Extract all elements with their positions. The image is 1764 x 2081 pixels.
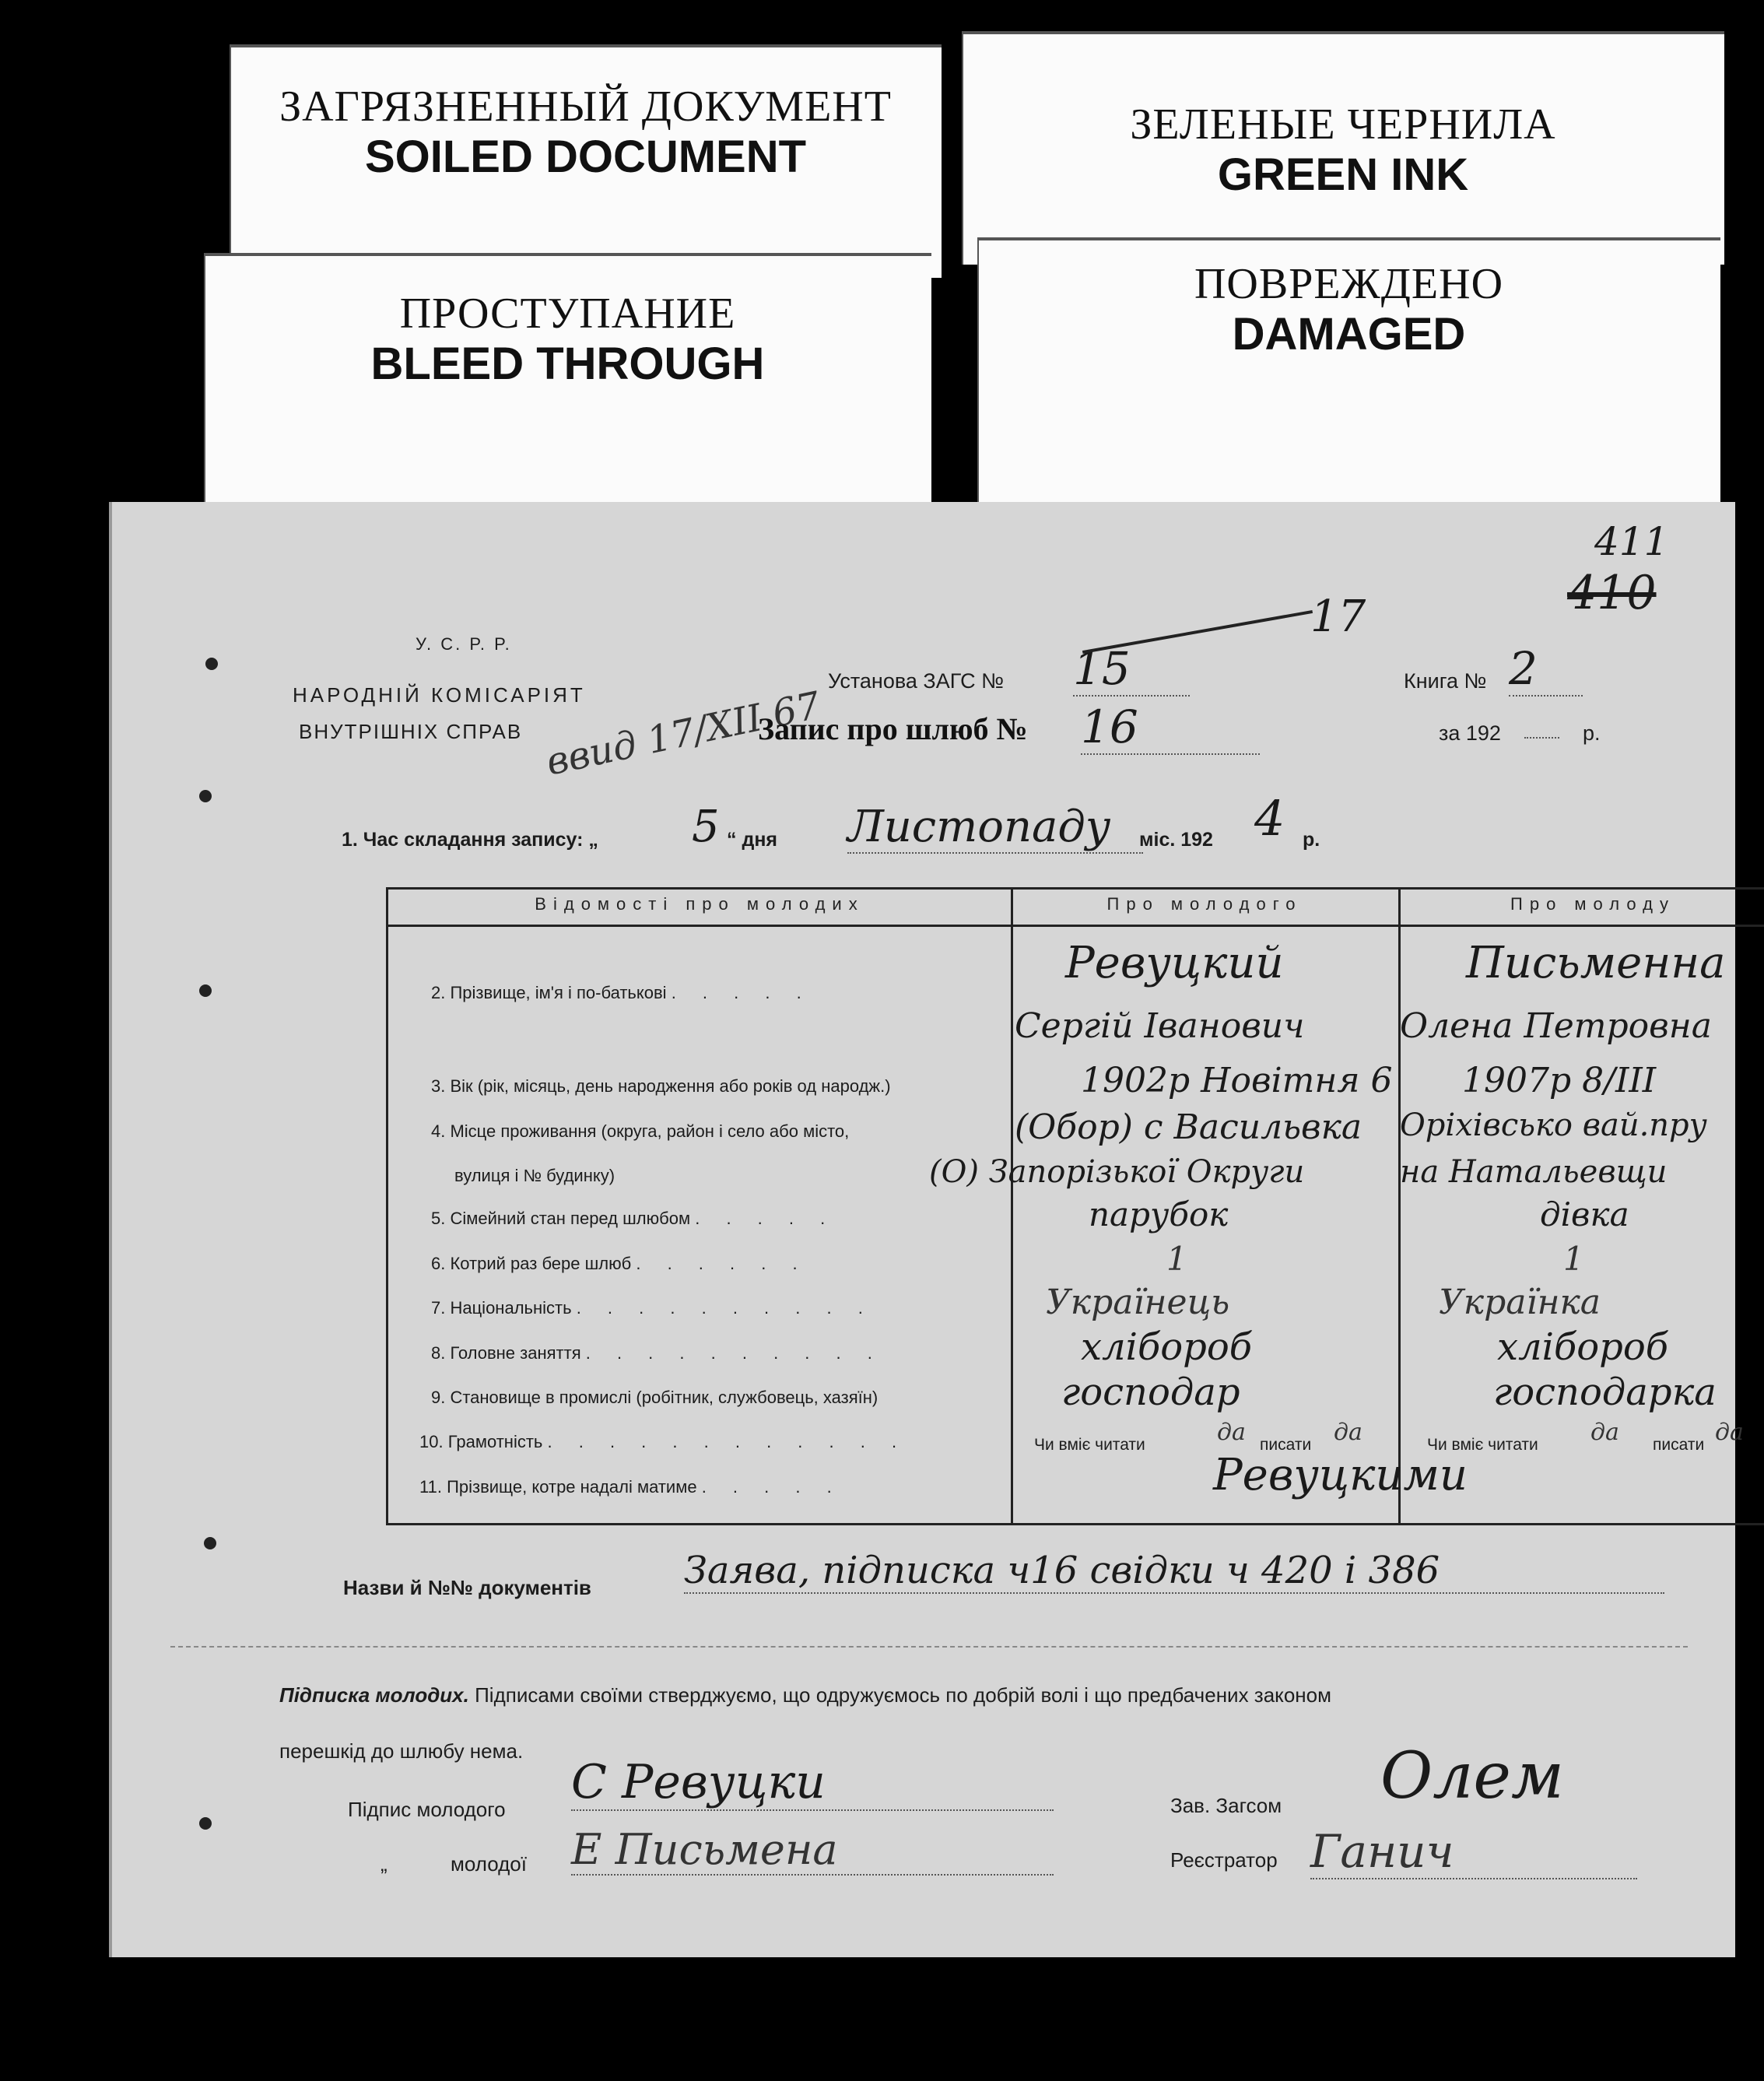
groom-age: 1902р Новітня 6 (1081, 1061, 1393, 1100)
groom-literacy-read-label: Чи вміє читати (1034, 1436, 1145, 1454)
groom-times: 1 (1166, 1240, 1187, 1278)
declaration-lead: Підписка молодих. (279, 1683, 469, 1707)
groom-name: Сергій Іванович (1015, 1006, 1305, 1046)
groom-literacy-write: да (1334, 1419, 1362, 1446)
table-header-line (388, 925, 1764, 927)
label-damaged (977, 237, 1720, 510)
page-number: 411 (1594, 519, 1669, 564)
groom-position: господар (1061, 1370, 1240, 1414)
head-signature: Олем (1380, 1739, 1564, 1813)
row1-day-label: “ дня (727, 829, 778, 851)
groom-signature-label: Підпис молодого (348, 1798, 506, 1821)
table-row-label: вулиця і № будинку) (454, 1166, 615, 1185)
punch-hole (204, 1537, 216, 1549)
punch-hole (205, 658, 218, 670)
bride-signature-prefix: „ (381, 1852, 388, 1876)
label-green-ru: ЗЕЛЕНЫЕ ЧЕРНИЛА (1130, 100, 1556, 149)
bride-literacy-read-label: Чи вміє читати (1427, 1436, 1538, 1454)
head-label: Зав. Загсом (1170, 1794, 1282, 1817)
republic-label: У. С. Р. Р. (416, 634, 512, 654)
table-row-label: 2. Прізвище, ім'я і по-батькові . . . . . (431, 983, 812, 1002)
documents-value: Заява, підписка ч16 свідки ч 420 і 386 (684, 1549, 1664, 1594)
groom-residence-2: (О) Запорізької Округи (929, 1154, 1305, 1190)
book-label: Книга № (1404, 669, 1487, 693)
groom-literacy-write-label: писати (1260, 1436, 1312, 1454)
row1-suffix: р. (1303, 829, 1320, 851)
punch-hole (199, 1817, 212, 1830)
label-bleed-en: BLEED THROUGH (370, 338, 765, 389)
punch-hole (199, 790, 212, 802)
label-soiled-document (230, 44, 942, 278)
groom-marital: парубок (1089, 1195, 1229, 1234)
declaration-line1: Підписка молодих. Підписами своїми стверджуємо, що одружуємось по добрій волі і що предбачених законом (279, 1683, 1331, 1707)
bride-position: господарка (1493, 1370, 1717, 1414)
bride-nationality: Українка (1439, 1283, 1601, 1322)
bride-marital: дівка (1540, 1195, 1629, 1234)
bride-signature-label: молодої (451, 1852, 527, 1876)
documents-label: Назви й №№ документів (343, 1576, 591, 1599)
label-green-ink (962, 31, 1724, 265)
label-bleed-through (204, 253, 931, 510)
year-label: за 192 (1439, 721, 1501, 745)
bride-times: 1 (1563, 1240, 1584, 1278)
internal-affairs-label: ВНУТРІШНІХ СПРАВ (299, 720, 523, 743)
record-number: 16 (1081, 700, 1260, 755)
bride-signature: Е Письмена (571, 1825, 1054, 1876)
book-number: 2 (1509, 642, 1583, 697)
year-blank (1524, 737, 1559, 739)
table-row-label: 11. Прізвище, котре надалі матиме . . . . . (419, 1477, 843, 1497)
row1-month-label: міс. 192 (1139, 829, 1213, 851)
row1-month: Листопаду (847, 802, 1143, 854)
registrar-label: Реєстратор (1170, 1848, 1278, 1872)
table-row-label: 8. Головне заняття . . . . . . . . . . (431, 1343, 883, 1363)
table-column-divider (1398, 890, 1401, 1523)
label-green-en: GREEN INK (1217, 149, 1469, 200)
record-title: Запис про шлюб № (758, 711, 1028, 746)
table-header-groom: Про молодого (1106, 894, 1303, 914)
label-damaged-en: DAMAGED (1232, 308, 1466, 360)
registrar-signature: Ганич (1310, 1825, 1637, 1879)
bride-literacy-write-label: писати (1653, 1436, 1705, 1454)
groom-signature: С Ревуцки (571, 1755, 1054, 1811)
punch-hole (199, 984, 212, 997)
table-row-label: 9. Становище в промислі (робітник, службовець, хазяїн) (431, 1388, 878, 1407)
bride-occupation: хлібороб (1497, 1325, 1669, 1369)
table-row-label: 10. Грамотність . . . . . . . . . . . . (419, 1432, 908, 1451)
bride-literacy-read: да (1590, 1419, 1619, 1446)
bride-literacy-write: да (1715, 1419, 1744, 1446)
groom-surname: Ревуцкий (1065, 938, 1284, 988)
bride-residence-2: на Натальевщи (1400, 1154, 1668, 1190)
zags-label: Установа ЗАГС № (828, 669, 1005, 693)
section-divider (170, 1646, 1688, 1648)
bride-age: 1907р 8/III (1462, 1061, 1657, 1100)
label-soiled-en: SOILED DOCUMENT (364, 131, 807, 182)
table-header-info: Відомості про молодих (535, 894, 864, 914)
zags-number: 15 (1073, 642, 1190, 697)
table-row-label: 5. Сімейний стан перед шлюбом . . . . . (431, 1209, 836, 1228)
table-row-label: 6. Котрий раз бере шлюб . . . . . . (431, 1254, 808, 1273)
declaration-line2: перешкід до шлюбу нема. (279, 1739, 524, 1763)
marriage-record-sheet (109, 502, 1744, 1957)
margin-note: ввид 17/XII 67 (542, 683, 825, 784)
strike-line (1082, 610, 1313, 654)
label-bleed-ru: ПРОСТУПАНИЕ (399, 290, 736, 338)
commissariat-label: НАРОДНІЙ КОМІСАРІЯТ (293, 683, 586, 707)
table-row-label: 7. Національність . . . . . . . . . . (431, 1298, 874, 1318)
row1-year-digit: 4 (1254, 790, 1285, 847)
bride-name: Олена Петровна (1400, 1006, 1712, 1046)
groom-literacy-read: да (1217, 1419, 1246, 1446)
groom-residence: (Обор) с Васильвка (1015, 1107, 1362, 1147)
table-header-bride: Про молоду (1510, 894, 1675, 914)
groom-occupation: хлібороб (1081, 1325, 1253, 1369)
bride-surname: Письменна (1466, 938, 1726, 988)
table-column-divider (1011, 890, 1013, 1523)
table-row-label: 4. Місце проживання (округа, район і село або місто, (431, 1121, 850, 1141)
year-suffix: р. (1583, 721, 1601, 745)
table-row-label: 3. Вік (рік, місяць, день народження або років од народж.) (431, 1076, 891, 1096)
zags-number-alt: 17 (1310, 591, 1366, 642)
label-damaged-ru: ПОВРЕЖДЕНО (1194, 260, 1504, 308)
bride-residence: Оріхівсько вай.пру (1400, 1107, 1707, 1143)
info-table (386, 887, 1764, 1525)
groom-nationality: Українець (1046, 1283, 1230, 1322)
page-number-struck: 410 (1567, 566, 1657, 620)
row1-day: 5 (692, 802, 720, 852)
label-soiled-ru: ЗАГРЯЗНЕННЫЙ ДОКУМЕНТ (279, 82, 892, 131)
row1-label: 1. Час складання запису: „ (342, 829, 598, 851)
future-surname: Ревуцкими (1213, 1450, 1468, 1500)
